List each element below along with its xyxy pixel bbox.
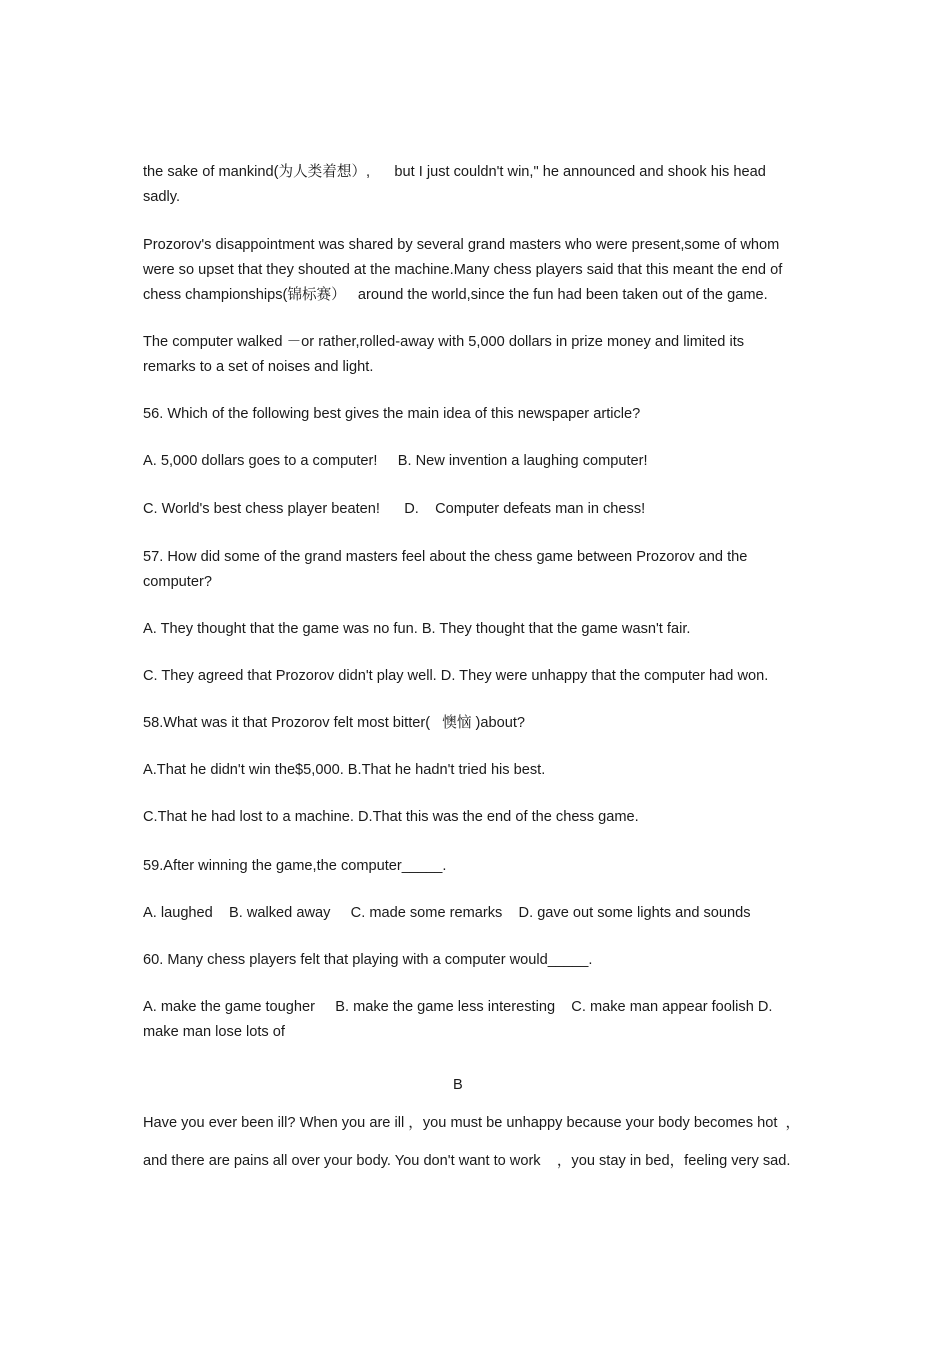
question-56-options-cd: C. World's best chess player beaten! D. Computer defeats man in chess! — [143, 501, 646, 517]
question-60-options-line-1: A. make the game tougher B. make the game less interesting C. make man appear foolish D. — [143, 999, 773, 1015]
passage-a-paragraph-1-line-2: sadly. — [143, 189, 181, 205]
passage-a-paragraph-3-line-1: The computer walked －or rather,rolled-away with 5,000 dollars in prize money and limited its — [143, 334, 745, 350]
question-57-options-cd: C. They agreed that Prozorov didn't play well. D. They were unhappy that the computer had won. — [143, 668, 769, 684]
question-58-options-cd: C.That he had lost to a machine. D.That this was the end of the chess game. — [143, 809, 639, 825]
question-60: 60. Many chess players felt that playing with a computer would_____. — [143, 952, 593, 968]
passage-a-paragraph-3-line-2: remarks to a set of noises and light. — [143, 359, 374, 375]
question-58: 58.What was it that Prozorov felt most bitter( 懊恼 )about? — [143, 715, 526, 731]
passage-a-paragraph-2-line-1: Prozorov's disappointment was shared by several grand masters who were present,some of whom — [143, 237, 780, 253]
question-56-options-ab: A. 5,000 dollars goes to a computer! B. New invention a laughing computer! — [143, 453, 648, 469]
question-57-options-ab: A. They thought that the game was no fun. B. They thought that the game wasn't fair. — [143, 621, 691, 637]
passage-a-paragraph-2-line-2: were so upset that they shouted at the machine.Many chess players said that this meant the end of — [143, 262, 783, 278]
passage-b-line-2: and there are pains all over your body. You don't want to work ，you stay in bed，feeling very sad. — [143, 1153, 791, 1169]
question-57-line-1: 57. How did some of the grand masters feel about the chess game between Prozorov and the — [143, 549, 748, 565]
question-58-options-ab: A.That he didn't win the$5,000. B.That he hadn't tried his best. — [143, 762, 546, 778]
question-57-line-2: computer? — [143, 574, 212, 590]
question-59-options: A. laughed B. walked away C. made some remarks D. gave out some lights and sounds — [143, 905, 751, 921]
passage-a-paragraph-2-line-3: chess championships(锦标赛） around the world,since the fun had been taken out of the game. — [143, 287, 768, 303]
question-59: 59.After winning the game,the computer_____. — [143, 858, 447, 874]
passage-a-paragraph-1-line-1: the sake of mankind(为人类着想）, but I just couldn't win," he announced and shook his head — [143, 164, 766, 180]
passage-b-heading: B — [453, 1077, 463, 1093]
question-56: 56. Which of the following best gives the main idea of this newspaper article? — [143, 406, 641, 422]
passage-b-line-1: Have you ever been ill? When you are ill ，you must be unhappy because your body becomes hot ， — [143, 1115, 801, 1131]
question-60-options-line-2: make man lose lots of — [143, 1024, 285, 1040]
